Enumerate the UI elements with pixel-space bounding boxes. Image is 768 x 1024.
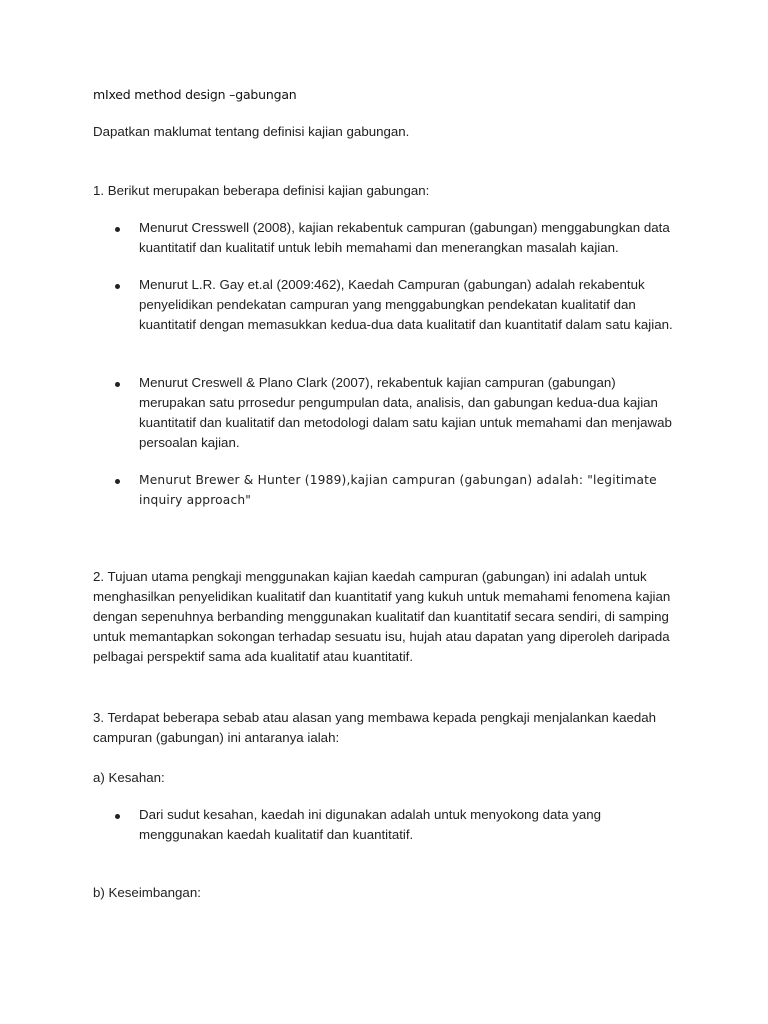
section-1-bullet-2: Menurut L.R. Gay et.al (2009:462), Kaedah Campuran (gabungan) adalah rekabentuk penyelidikan pendekatan campuran yang menggabungkan pendekatan kualitatif dan kuantitatif dengan memasukkan kedua-dua data kualitatif dan kuantitatif dalam satu kajian. (139, 277, 673, 332)
section-1-bullet-1: Menurut Cresswell (2008), kajian rekabentuk campuran (gabungan) menggabungkan data kuantitatif dan kualitatif untuk lebih memahami dan menerangkan masalah kajian. (139, 220, 670, 255)
section-3-heading: 3. Terdapat beberapa sebab atau alasan yang membawa kepada pengkaji menjalankan kaedah campuran (gabungan) ini antaranya ialah: (93, 710, 657, 745)
section-1-bullet-3: Menurut Creswell & Plano Clark (2007), rekabentuk kajian campuran (gabungan) merupakan satu prrosedur pengumpulan data, analisis, dan gabungan kedua-dua kajian kuantitatif dan kualitatif dan metodologi dalam satu kajian untuk memahami dan menjawab persoalan kajian. (139, 375, 672, 450)
bullet-dot (115, 382, 120, 387)
section-1-bullet-4: Menurut Brewer & Hunter (1989),kajian campuran (gabungan) adalah: "legitimate inquiry approach" (139, 473, 657, 507)
bullet-dot (115, 814, 120, 819)
section-1-heading: 1. Berikut merupakan beberapa definisi kajian gabungan: (93, 183, 430, 198)
subsection-b-label: b) Keseimbangan: (93, 885, 201, 900)
subsection-a-bullet-1: Dari sudut kesahan, kaedah ini digunakan adalah untuk menyokong data yang menggunakan kaedah kualitatif dan kuantitatif. (139, 807, 602, 842)
subsection-a-label: a) Kesahan: (93, 770, 165, 785)
bullet-dot (115, 479, 120, 484)
bullet-dot (115, 227, 120, 232)
bullet-dot (115, 284, 120, 289)
intro-paragraph: Dapatkan maklumat tentang definisi kajian gabungan. (93, 124, 410, 139)
section-2-paragraph: 2. Tujuan utama pengkaji menggunakan kajian kaedah campuran (gabungan) ini adalah untuk menghasilkan penyelidikan kualitatif dan kuantitatif yang kukuh untuk memahami fenomena kajian dengan sepenuhnya berbanding menggunakan kualitatif dan kuantitatif secara sendiri, di samping untuk memantapkan sokongan terhadap sesuatu isu, hujah atau dapatan yang diperoleh daripada pelbagai perspektif sama ada kualitatif atau kuantitatif. (93, 569, 671, 664)
document-title: mIxed method design –gabungan (93, 87, 297, 102)
